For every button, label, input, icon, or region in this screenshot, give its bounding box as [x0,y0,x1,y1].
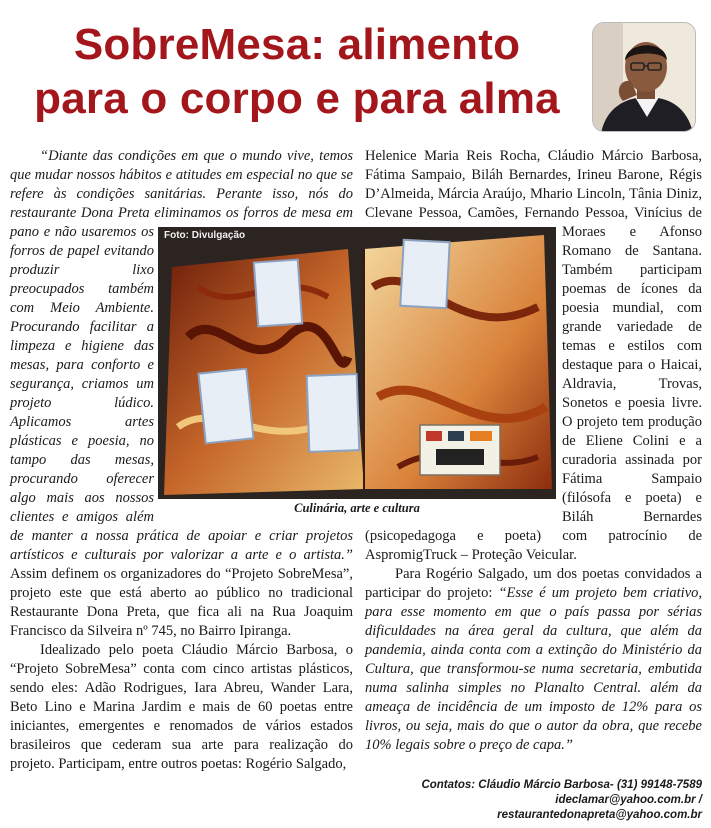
contacts-email-2: restaurantedonapreta@yahoo.com.br [497,809,702,821]
contacts-phone: Contatos: Cláudio Márcio Barbosa- (31) 99148-7589 [421,779,702,791]
poets-paragraph: Helenice Maria Reis Rocha, Cláudio Márcio Barbosa, Fátima Sampaio, Biláh Bernardes, Irineu Barone, Régis D’Almeida, Márcia Araújo, Mhario Lincoln, Tânia Diniz, Clevane Pessoa, Camões, Fernando Pessoa, Vinícius de Moraes e Afonso Romano de Santana. Também participam poemas de ícones da poesia mundial, com grande variedade de temas e estilos com destaque para o Haicai, Aldravia, Trovas, Sonetos e poesia livre. O projeto tem produção de Eliene Colini e a curadoria assinada por Fátima Sampaio (filósofa e poeta) e Biláh Bernardes (psicopedagoga e poeta) com patrocínio de AspromigTruck – Proteção Veicular. [365,148,702,563]
headline-line-2: para o corpo e para alma [34,74,560,123]
contacts-email-1: ideclamar@yahoo.com.br / [555,794,702,806]
headline [8,18,586,126]
restaurant-quote: “Diante das condições em que o mundo vive, temos que mudar nossos hábitos e atitudes em especial no que se refere às condições sanitárias. Perante isso, nós do restaurante Dona Preta eliminamos os forros de mesa em pano e não usaremos os forros de papel evitando produzir lixo preocupados também com Meio Ambiente. Procurando facilitar a limpeza e higiene das mesas, para conforto e segurança, criamos um projeto lúdico. Aplicamos artes plásticas e poesia, no tampo das mesas, procurando oferecer algo mais aos nossos clientes e amigos além de manter a nossa prática de apoiar e criar projetos artísticos e culturais por valorizar a arte e o artista.” [10,148,353,563]
photo-caption: Culinária, arte e cultura [294,501,420,515]
photo-credit: Foto: Divulgação [164,230,246,241]
headline-line-1: SobreMesa: alimento [73,20,521,69]
organizers-text: Assim definem os organizadores do “Projeto SobreMesa”, projeto este que está aberto ao público no tradicional Restaurante Dona Preta, que fica ali na Rua Joaquim Francisco da Silveira nº 745, no Bairro Ipiranga. [10,566,353,639]
contacts-block [365,778,702,823]
article-paragraph-2: Idealizado pelo poeta Cláudio Márcio Barbosa, o “Projeto SobreMesa” conta com cinco artistas plásticos, sendo eles: Adão Rodrigues, Iara Abreu, Wander Lara, Beto Lino e Marina Jardim e mais de 60 poetas entre iniciantes, emergentes e renomados de vários estados brasileiros que cederam sua arte para realização do projeto. Participam, entre outros poetas: Rogério Salgado, [10,642,353,772]
salgado-paragraph [365,565,702,755]
article-photo [158,227,556,499]
salgado-quote: “Esse é um projeto bem criativo, para esse momento em que o país passa por sérias dificuldades na área geral da cultura, que além da pandemia, ainda conta com a extinção do Ministério da Cultura, que transformou-se numa secretaria, embutida numa salinha simples no Planalto Central. além da ameaça de incidência de um imposto de 12% para os livros, ou seja, mais do que o autor da obra, que recebe 10% legais sobre o preço de capa.” [365,585,703,753]
tabletop-art-image [158,227,556,499]
salgado-intro: Para Rogério Salgado, um dos poetas convidados a participar do projeto: [365,566,702,601]
author-portrait [592,22,696,132]
portrait-illustration [593,23,696,132]
